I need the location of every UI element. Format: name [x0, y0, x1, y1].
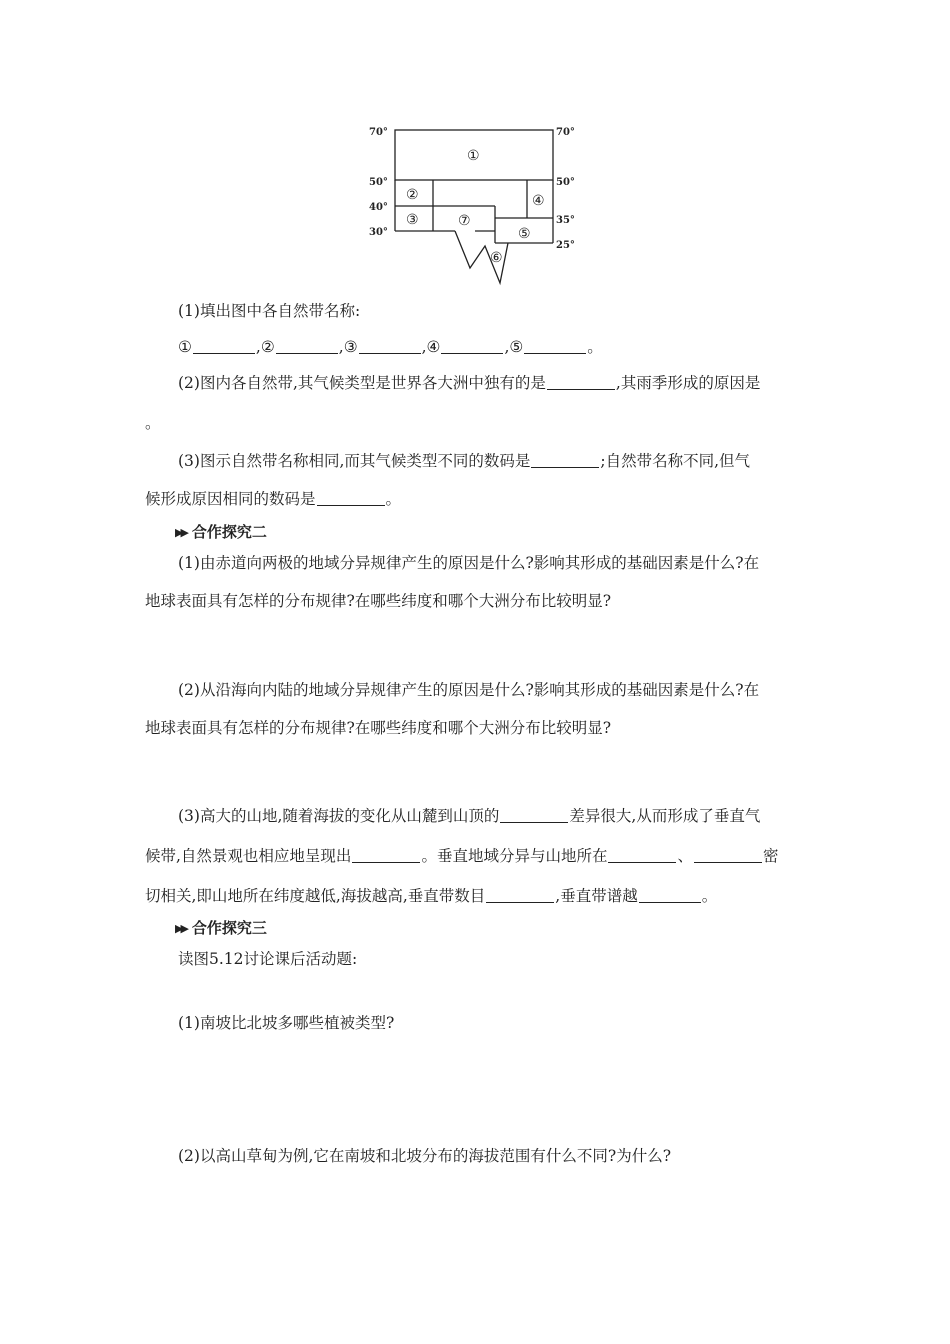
q1-n1: ① — [178, 338, 192, 356]
lat-right-1: 50° — [556, 177, 575, 188]
natural-zone-diagram — [360, 118, 600, 293]
lat-right-0: 70° — [556, 127, 575, 138]
q1-n3: ③ — [343, 338, 358, 356]
q1-stem: (1)填出图中各自然带名称: — [178, 302, 361, 320]
answer-blank[interactable] — [694, 848, 762, 863]
q1-n4: ④ — [426, 338, 441, 356]
answer-blank[interactable] — [524, 339, 586, 354]
s2-p3-line2: 候带,自然景观也相应地呈现出 。垂直地域分异与山地所在 、 密 — [145, 847, 779, 865]
answer-blank[interactable] — [531, 453, 599, 468]
zone-label-6: ⑥ — [490, 250, 503, 266]
q3-line1: (3)图示自然带名称相同,而其气候类型不同的数码是 ;自然带名称不同,但气 — [178, 452, 751, 470]
section-heading-2: ▶▶ 合作探究二 — [175, 521, 267, 544]
s3-q2: (2)以高山草甸为例,它在南坡和北坡分布的海拔范围有什么不同?为什么? — [178, 1147, 672, 1165]
answer-blank[interactable] — [352, 848, 420, 863]
q2-line2: 。 — [145, 414, 161, 432]
double-arrow-icon: ▶▶ — [175, 526, 186, 539]
answer-blank[interactable] — [486, 888, 554, 903]
answer-blank[interactable] — [317, 491, 385, 506]
s2-p2-line2: 地球表面具有怎样的分布规律?在哪些纬度和哪个大洲分布比较明显? — [145, 719, 612, 737]
lat-right-2: 35° — [556, 215, 575, 226]
s2-p1-line2: 地球表面具有怎样的分布规律?在哪些纬度和哪个大洲分布比较明显? — [145, 592, 612, 610]
answer-blank[interactable] — [547, 375, 615, 390]
answer-blank[interactable] — [500, 808, 568, 823]
lat-left-0: 70° — [369, 127, 388, 138]
zone-label-7: ⑦ — [458, 213, 471, 229]
q2-line1: (2)图内各自然带,其气候类型是世界各大洲中独有的是 ,其雨季形成的原因是 — [178, 374, 761, 392]
lat-right-3: 25° — [556, 240, 575, 251]
zone-label-4: ④ — [532, 193, 545, 209]
s2-p3-line1: (3)高大的山地,随着海拔的变化从山麓到山顶的 差异很大,从而形成了垂直气 — [178, 807, 761, 825]
answer-blank[interactable] — [608, 848, 676, 863]
answer-blank[interactable] — [639, 888, 701, 903]
lat-left-3: 30° — [369, 227, 388, 238]
q3-line2: 候形成原因相同的数码是 。 — [145, 490, 402, 508]
answer-blank[interactable] — [276, 339, 338, 354]
lat-left-1: 50° — [369, 177, 388, 188]
answer-blank[interactable] — [441, 339, 503, 354]
zone-label-1: ① — [467, 148, 480, 164]
s2-p2-line1: (2)从沿海向内陆的地域分异规律产生的原因是什么?影响其形成的基础因素是什么?在 — [178, 681, 760, 699]
s3-intro: 读图5.12讨论课后活动题: — [178, 950, 358, 968]
answer-blank[interactable] — [193, 339, 255, 354]
zone-label-2: ② — [406, 187, 419, 203]
zone-label-3: ③ — [406, 212, 419, 228]
q1-n5: ⑤ — [509, 338, 524, 356]
q1-n2: ② — [260, 338, 275, 356]
zone-label-5: ⑤ — [518, 226, 531, 242]
s2-p3-line3: 切相关,即山地所在纬度越低,海拔越高,垂直带数目 ,垂直带谱越 。 — [145, 887, 718, 905]
double-arrow-icon: ▶▶ — [175, 922, 186, 935]
s2-p1-line1: (1)由赤道向两极的地域分异规律产生的原因是什么?影响其形成的基础因素是什么?在 — [178, 554, 760, 572]
answer-blank[interactable] — [359, 339, 421, 354]
section-heading-3: ▶▶ 合作探究三 — [175, 917, 267, 940]
lat-left-2: 40° — [369, 202, 388, 213]
s3-q1: (1)南坡比北坡多哪些植被类型? — [178, 1014, 395, 1032]
q1-blanks: ① ,② ,③ ,④ ,⑤ 。 — [178, 338, 603, 356]
